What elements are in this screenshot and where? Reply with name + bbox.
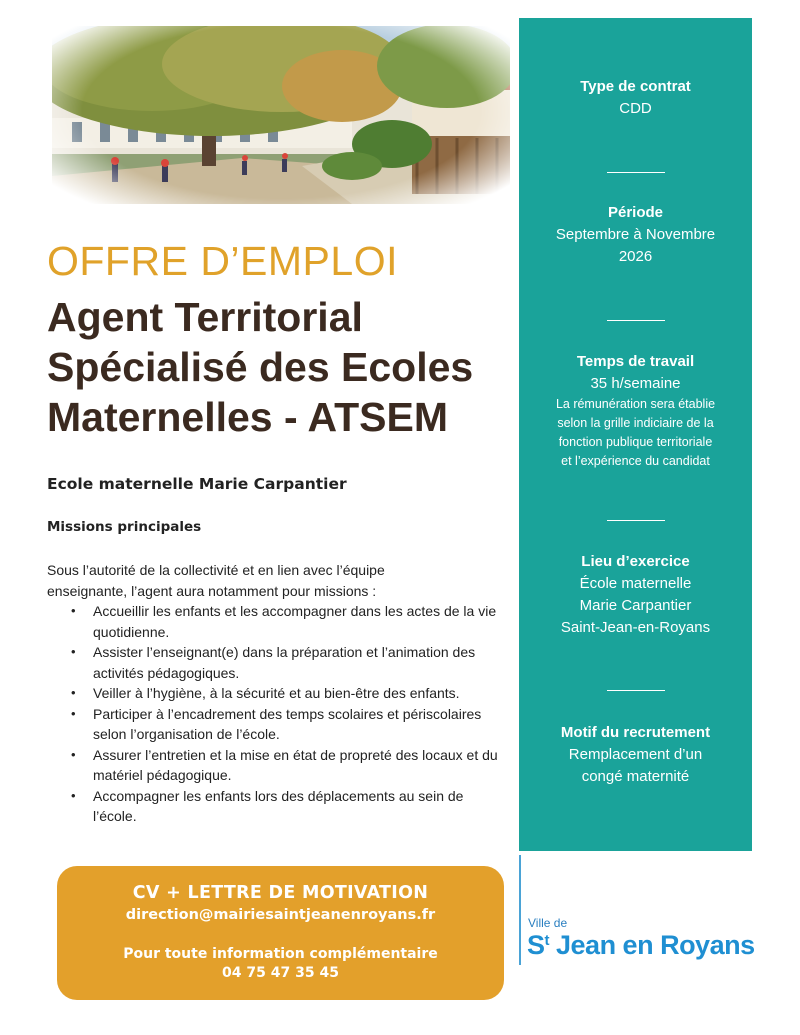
- contract-value: CDD: [619, 100, 652, 117]
- job-title-line: Spécialisé des Ecoles: [47, 344, 474, 390]
- offer-label: OFFRE D’EMPLOI: [47, 238, 398, 284]
- location-heading: Lieu d’exercice: [581, 553, 690, 570]
- reason-value-line: Remplacement d’un: [568, 746, 703, 763]
- work-time-heading: Temps de travail: [576, 353, 695, 370]
- contract-block: [519, 76, 752, 120]
- job-title-line: Agent Territorial: [47, 294, 363, 340]
- school-name: Ecole maternelle Marie Carpantier: [47, 475, 347, 493]
- divider: [607, 520, 665, 521]
- logo-name: Jean en Royans: [549, 930, 755, 960]
- divider: [607, 172, 665, 173]
- mission-item: • Assurer l’entretien et la mise en état de propreté des locaux et du matériel pédagogique.: [47, 745, 507, 786]
- period-value-line: 2026: [618, 248, 653, 265]
- mission-item: • Accueillir les enfants et les accompagner dans les actes de la vie quotidienne.: [47, 601, 507, 642]
- location-value-line: Saint-Jean-en-Royans: [560, 619, 711, 636]
- contract-heading: Type de contrat: [580, 78, 691, 95]
- school-courtyard-photo: [52, 26, 510, 204]
- missions-intro: [47, 560, 507, 601]
- logo-prefix-sup: t: [544, 932, 550, 949]
- period-value-line: Septembre à Novembre: [555, 226, 716, 243]
- contact-phone[interactable]: 04 75 47 35 45: [222, 965, 339, 981]
- divider: [607, 320, 665, 321]
- missions-intro-line: enseignante, l’agent aura notamment pour missions :: [47, 582, 377, 599]
- period-heading: Période: [607, 204, 664, 221]
- application-contact-box: [57, 866, 504, 1000]
- location-block: [519, 551, 752, 639]
- job-title: [47, 292, 517, 442]
- mission-item: • Assister l’enseignant(e) dans la préparation et l’animation des activités pédagogiques.: [47, 642, 507, 683]
- salary-note-line: selon la grille indiciaire de la: [557, 416, 714, 430]
- mission-item: • Participer à l’encadrement des temps scolaires et périscolaires selon l’organisation de l’école.: [47, 704, 507, 745]
- application-title: CV + LETTRE DE MOTIVATION: [132, 883, 429, 903]
- logo-subtitle: Ville de: [528, 916, 568, 930]
- mission-item: • Veiller à l’hygiène, à la sécurité et au bien-être des enfants.: [47, 683, 507, 704]
- location-value-line: École maternelle: [579, 575, 692, 592]
- logo-prefix: S: [527, 930, 545, 960]
- location-value-line: Marie Carpantier: [579, 597, 692, 614]
- logo-divider-line: [519, 855, 521, 965]
- town-logo: [527, 930, 755, 961]
- salary-note-line: fonction publique territoriale: [558, 435, 713, 449]
- job-details-sidebar: [519, 18, 752, 851]
- divider: [607, 690, 665, 691]
- reason-block: [519, 722, 752, 788]
- mission-item: • Accompagner les enfants lors des déplacements au sein de l’école.: [47, 786, 507, 827]
- contact-info-label: Pour toute information complémentaire: [123, 946, 438, 962]
- missions-heading: Missions principales: [47, 519, 202, 535]
- reason-value-line: congé maternité: [581, 768, 690, 785]
- work-time-block: [519, 351, 752, 471]
- work-time-value: 35 h/semaine: [590, 375, 681, 392]
- contact-email[interactable]: direction@mairiesaintjeanenroyans.fr: [125, 907, 436, 923]
- period-block: [519, 202, 752, 268]
- salary-note-line: et l’expérience du candidat: [561, 454, 710, 468]
- job-title-line: Maternelles - ATSEM: [47, 394, 448, 440]
- reason-heading: Motif du recrutement: [560, 724, 711, 741]
- missions-intro-line: Sous l’autorité de la collectivité et en lien avec l’équipe: [47, 562, 385, 578]
- missions-list: [47, 601, 507, 827]
- salary-note-line: La rémunération sera établie: [555, 397, 716, 411]
